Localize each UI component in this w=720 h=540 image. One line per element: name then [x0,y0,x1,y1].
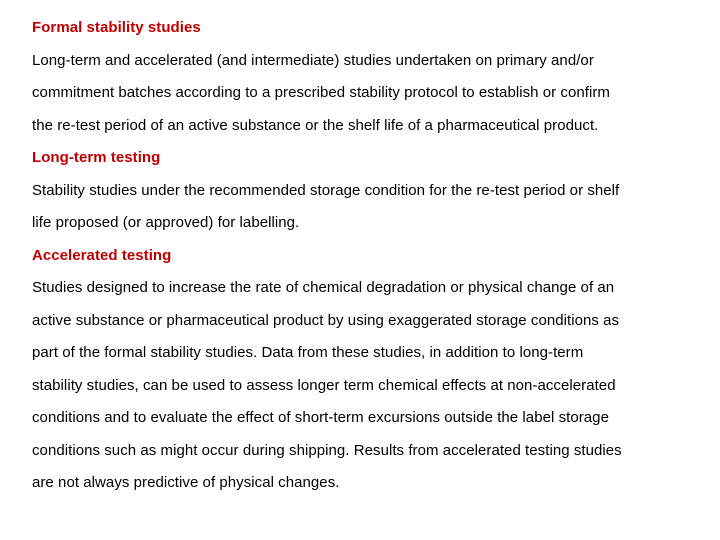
body-text-line: the re-test period of an active substance or the shelf life of a pharmaceutical product. [32,116,599,134]
body-text-line: are not always predictive of physical changes. [32,474,340,491]
section-long-term-testing [32,142,702,240]
body-text-line: commitment batches according to a prescribed stability protocol to establish or confirm [32,84,610,101]
body-text-line: life proposed (or approved) for labelling. [32,214,300,231]
body-text-line: stability studies, can be used to assess longer term chemical effects at non-accelerated [32,376,616,394]
body-text-line: Long-term and accelerated (and intermediate) studies undertaken on primary and/or [32,51,594,69]
body-text-line: Studies designed to increase the rate of chemical degradation or physical change of an [32,279,615,296]
body-text-line: conditions and to evaluate the effect of short-term excursions outside the label storage [32,409,609,426]
section-accelerated-testing [32,240,702,500]
section-heading: Accelerated testing [32,246,172,264]
body-text-line: active substance or pharmaceutical product by using exaggerated storage conditions as [32,311,620,329]
body-text-line: part of the formal stability studies. Data from these studies, in addition to long-term [32,344,584,361]
document-body [32,12,702,500]
body-text-line: Stability studies under the recommended storage condition for the re-test period or shelf [32,181,620,199]
body-text-line: conditions such as might occur during shipping. Results from accelerated testing studies [32,441,622,459]
section-heading: Formal stability studies [32,19,201,36]
section-formal-stability-studies [32,12,702,142]
section-heading: Long-term testing [32,149,161,166]
